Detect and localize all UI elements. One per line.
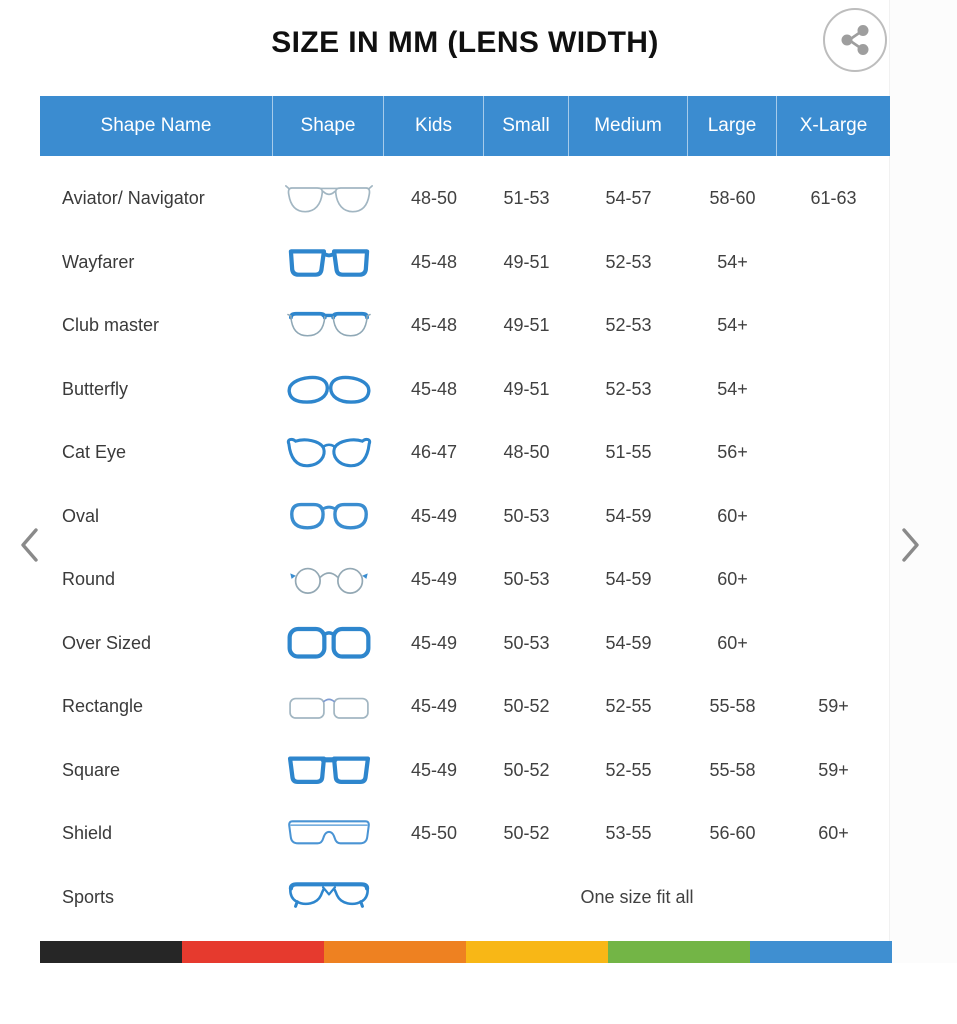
- table-row: [40, 485, 890, 549]
- stripe-segment: [182, 941, 324, 963]
- size-small: 50-53: [503, 632, 550, 653]
- table-row: [40, 612, 890, 676]
- column-header-shape-name: Shape Name: [40, 96, 273, 156]
- stripe-segment: [608, 941, 750, 963]
- size-small: 50-53: [503, 505, 550, 526]
- shape-cell: [273, 294, 384, 358]
- size-small: 49-51: [503, 251, 550, 272]
- size-kids: 46-47: [410, 442, 458, 463]
- chevron-right-icon: [897, 525, 923, 565]
- stripe-segment: [324, 941, 466, 963]
- page-title: SIZE IN MM (LENS WIDTH): [271, 26, 659, 59]
- shape-cell: [273, 421, 384, 485]
- size-small: 50-53: [503, 569, 550, 590]
- wayfarer-glasses-icon: [285, 240, 373, 284]
- size-small: 48-50: [503, 442, 550, 463]
- size-kids: 45-48: [410, 378, 458, 399]
- shape-name: Square: [62, 759, 121, 780]
- column-header-x-large: X-Large: [799, 115, 868, 136]
- table-row: [40, 675, 890, 739]
- table-row: [40, 358, 890, 422]
- table-row: [40, 167, 890, 231]
- size-xlarge: 60+: [818, 823, 849, 844]
- size-medium: 52-53: [605, 378, 652, 399]
- table-row: [40, 421, 890, 485]
- column-header-shape: Shape: [273, 96, 384, 156]
- size-kids: 48-50: [410, 188, 458, 209]
- oversized-glasses-icon: [285, 621, 373, 665]
- table-row: [40, 294, 890, 358]
- shape-cell: [273, 866, 384, 930]
- chevron-left-icon: [17, 525, 43, 565]
- size-medium: 52-55: [605, 696, 652, 717]
- stripe-segment: [750, 941, 892, 963]
- table-row: [40, 802, 890, 866]
- table-row: [40, 231, 890, 295]
- cateye-glasses-icon: [285, 431, 373, 475]
- table-row: [40, 548, 890, 612]
- size-large: 54+: [717, 378, 748, 399]
- shape-name: Sports: [62, 886, 115, 907]
- stripe-segment: [40, 941, 182, 963]
- size-kids: 45-48: [410, 251, 458, 272]
- size-xlarge: [777, 294, 890, 358]
- size-xlarge: 61-63: [810, 188, 857, 209]
- table-header-row: [40, 96, 890, 156]
- clubmaster-glasses-icon: [285, 304, 373, 348]
- size-large: 56+: [717, 442, 748, 463]
- carousel-next-button[interactable]: [890, 521, 930, 569]
- size-medium: 51-55: [605, 442, 652, 463]
- size-large: 55-58: [709, 759, 756, 780]
- size-medium: 53-55: [605, 823, 652, 844]
- share-icon: [840, 24, 870, 56]
- stripe-segment: [466, 941, 608, 963]
- rectangle-glasses-icon: [285, 685, 373, 729]
- size-xlarge: 59+: [818, 696, 849, 717]
- size-medium: 54-59: [605, 505, 652, 526]
- size-xlarge: [777, 358, 890, 422]
- column-header-large: Large: [688, 96, 777, 156]
- shape-cell: [273, 485, 384, 549]
- shape-cell: [273, 802, 384, 866]
- size-xlarge: [777, 612, 890, 676]
- shape-name: Shield: [62, 823, 113, 844]
- carousel-prev-button[interactable]: [10, 521, 50, 569]
- size-large: 54+: [717, 251, 748, 272]
- size-small: 49-51: [503, 315, 550, 336]
- size-medium: 54-57: [605, 188, 652, 209]
- size-medium: 52-53: [605, 251, 652, 272]
- size-kids: 45-48: [410, 315, 458, 336]
- shape-name: Wayfarer: [62, 251, 135, 272]
- table-row: [40, 739, 890, 803]
- sports-glasses-icon: [285, 875, 373, 919]
- shape-name: Aviator/ Navigator: [62, 188, 205, 209]
- size-kids: 45-50: [410, 823, 458, 844]
- size-xlarge: [777, 421, 890, 485]
- one-size-note: One size fit all: [580, 886, 694, 907]
- shape-cell: [273, 675, 384, 739]
- round-glasses-icon: [285, 558, 373, 602]
- shape-cell: [273, 612, 384, 676]
- size-large: 56-60: [709, 823, 756, 844]
- shape-name: Over Sized: [62, 632, 152, 653]
- shape-cell: [273, 231, 384, 295]
- size-large: 54+: [717, 315, 748, 336]
- shape-cell: [273, 739, 384, 803]
- size-large: 60+: [717, 632, 748, 653]
- size-kids: 45-49: [410, 632, 458, 653]
- butterfly-glasses-icon: [285, 367, 373, 411]
- size-kids: 45-49: [410, 759, 458, 780]
- table-row: [40, 866, 890, 930]
- shape-cell: [273, 167, 384, 231]
- size-xlarge: 59+: [818, 759, 849, 780]
- size-small: 50-52: [503, 759, 550, 780]
- size-medium: 52-55: [605, 759, 652, 780]
- shape-name: Rectangle: [62, 696, 144, 717]
- shape-name: Club master: [62, 315, 160, 336]
- square-glasses-icon: [285, 748, 373, 792]
- size-small: 51-53: [503, 188, 550, 209]
- share-button[interactable]: [823, 8, 887, 72]
- shape-name: Cat Eye: [62, 442, 127, 463]
- size-medium: 52-53: [605, 315, 652, 336]
- shape-name: Round: [62, 569, 116, 590]
- size-kids: 45-49: [410, 505, 458, 526]
- size-kids: 45-49: [410, 569, 458, 590]
- shape-name: Butterfly: [62, 378, 129, 399]
- size-medium: 54-59: [605, 632, 652, 653]
- size-kids: 45-49: [410, 696, 458, 717]
- size-small: 50-52: [503, 823, 550, 844]
- column-header-kids: Kids: [384, 96, 484, 156]
- size-xlarge: [777, 231, 890, 295]
- right-gutter: [889, 0, 957, 963]
- oval-glasses-icon: [285, 494, 373, 538]
- table-body: [40, 167, 890, 929]
- shape-name: Oval: [62, 505, 100, 526]
- brand-color-stripe: [40, 941, 892, 963]
- size-small: 49-51: [503, 378, 550, 399]
- shape-cell: [273, 358, 384, 422]
- size-xlarge: [777, 485, 890, 549]
- size-large: 60+: [717, 569, 748, 590]
- column-header-small: Small: [484, 96, 569, 156]
- size-small: 50-52: [503, 696, 550, 717]
- size-medium: 54-59: [605, 569, 652, 590]
- aviator-glasses-icon: [285, 177, 373, 221]
- size-large: 60+: [717, 505, 748, 526]
- shape-cell: [273, 548, 384, 612]
- size-xlarge: [777, 548, 890, 612]
- column-header-medium: Medium: [569, 96, 688, 156]
- shield-glasses-icon: [285, 812, 373, 856]
- size-large: 55-58: [709, 696, 756, 717]
- size-large: 58-60: [709, 188, 756, 209]
